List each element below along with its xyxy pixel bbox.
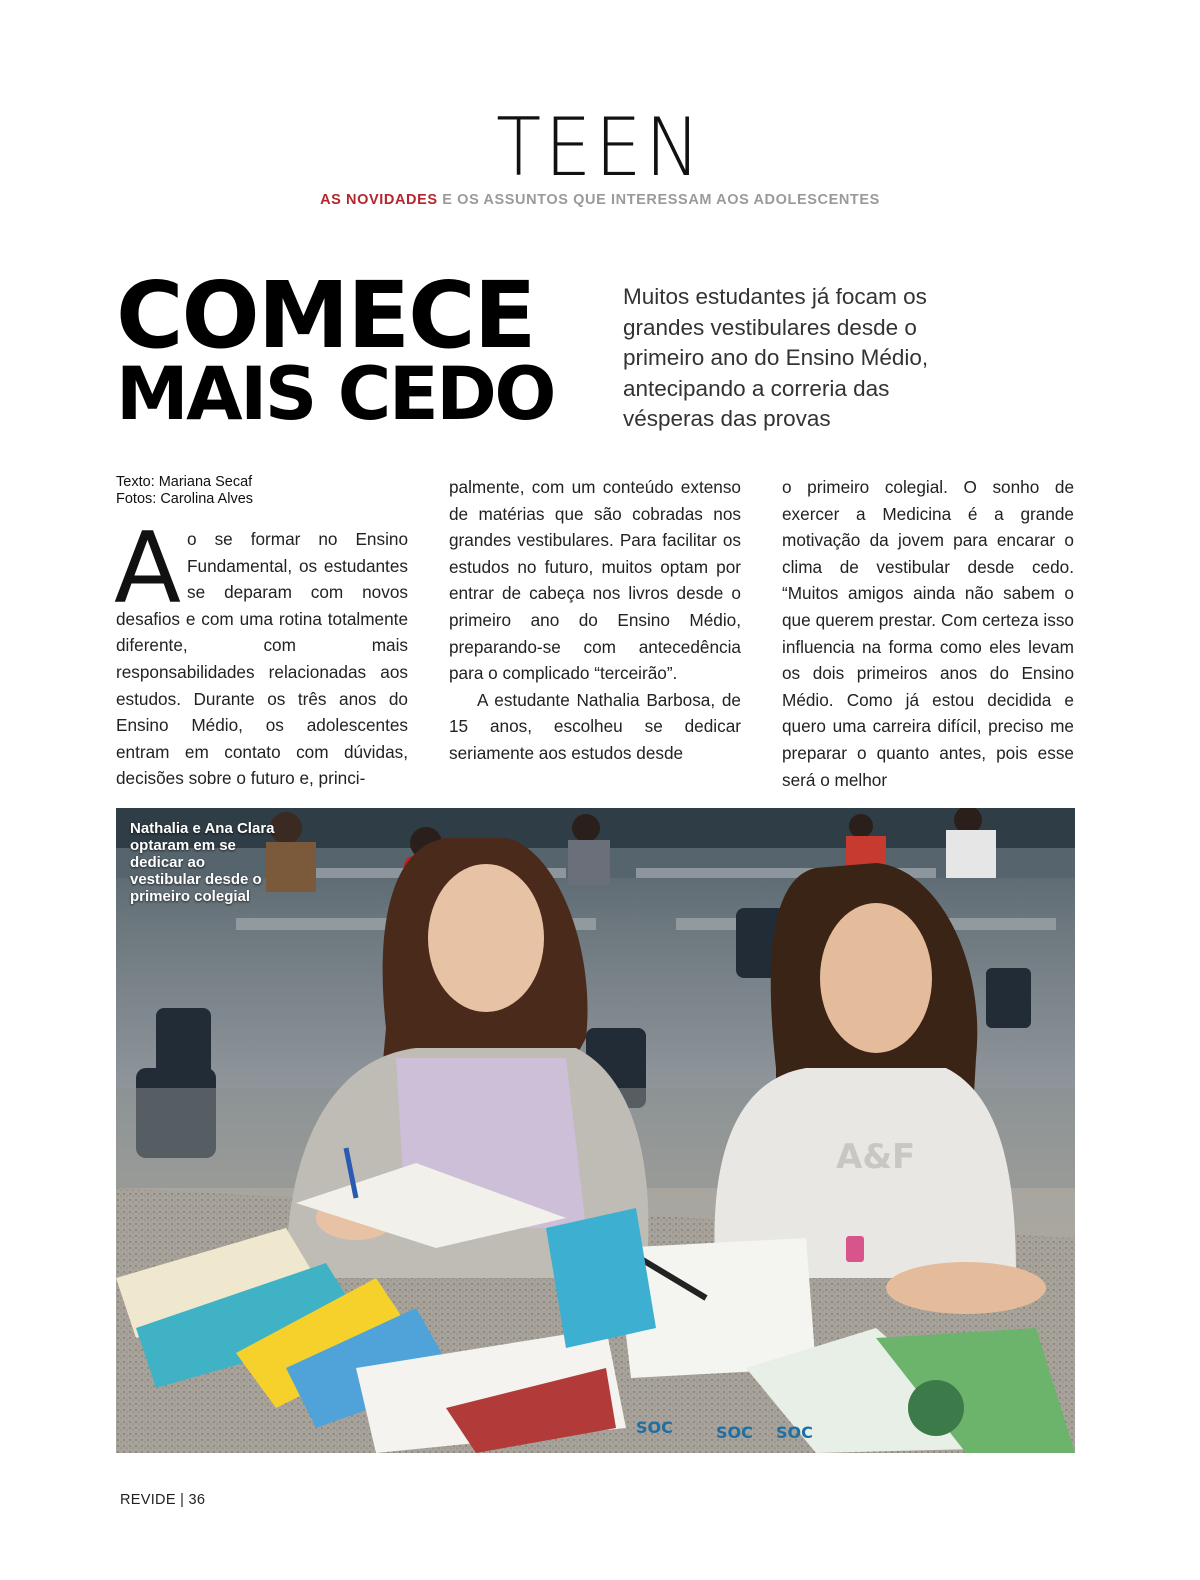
book-brand-3: SOC: [776, 1423, 813, 1442]
section-title: TEEN: [496, 101, 704, 194]
book-brand-1: SOC: [636, 1418, 673, 1437]
headline-line-2: MAIS CEDO: [116, 352, 554, 438]
photo-caption: Nathalia e Ana Clara optaram em se dedicar ao vestibular desde o primeiro colegial: [130, 820, 275, 905]
section-subtitle-accent: AS NOVIDADES: [320, 192, 438, 208]
folio-separator: |: [175, 1492, 189, 1508]
shirt-logo: A&F: [836, 1137, 916, 1177]
publication-name: REVIDE: [120, 1492, 176, 1508]
article-deck: Muitos estudantes já focam os grandes vestibulares desde o primeiro ano do Ensino Médio, antecipando a correria das vésperas das provas: [623, 284, 929, 431]
column-1-text: o se formar no Ensino Fundamental, os estudantes se deparam com novos desafios e com uma rotina totalmente diferente, com mais responsabilidades relacionadas aos estudos. Durante os três anos do Ensino Médio, os adolescentes entram em contato com dúvidas, decisões sobre o futuro e, princi-: [116, 529, 408, 789]
body-column-2: [449, 474, 741, 767]
column-2-paragraph-2: A estudante Nathalia Barbosa, de 15 anos, escolheu se dedicar seriamente aos estudos desde: [449, 689, 741, 763]
photo-credit: Fotos: Carolina Alves: [116, 491, 254, 507]
column-2-paragraph-1: palmente, com um conteúdo extenso de matérias que são cobradas nos grandes vestibulares. Para facilitar os estudos no futuro, muitos optam por entrar de cabeça nos livros desde o primeiro ano do Ensino Médio, preparando-se com antecedência para o complicado “terceirão”.: [449, 477, 741, 684]
page-folio: [120, 1492, 205, 1508]
article-credits: [116, 474, 253, 508]
column-3-text: o primeiro colegial. O sonho de exercer a Medicina é a grande motivação da jovem para encarar o clima de vestibular desde cedo. “Muitos amigos ainda não sabem o que querem prestar. Com certeza isso influencia na forma como eles levam os dois primeiros anos do Ensino Médio. Como já estou decidida e quero uma carreira difícil, preciso me preparar o quanto antes, pois esse será o melhor: [782, 477, 1074, 790]
page-number: 36: [188, 1492, 206, 1508]
article-headline: [116, 262, 596, 438]
body-column-3: [782, 474, 1074, 793]
text-credit: Texto: Mariana Secaf: [116, 474, 253, 490]
section-subtitle: [0, 192, 1200, 208]
headline-line-1: COMECE: [116, 262, 535, 369]
section-subtitle-rest: E OS ASSUNTOS QUE INTERESSAM AOS ADOLESCENTES: [437, 192, 880, 208]
drop-cap: A: [114, 512, 182, 626]
body-column-1: [114, 512, 408, 792]
article-photo: [116, 808, 1075, 1453]
book-brand-2: SOC: [716, 1423, 753, 1442]
